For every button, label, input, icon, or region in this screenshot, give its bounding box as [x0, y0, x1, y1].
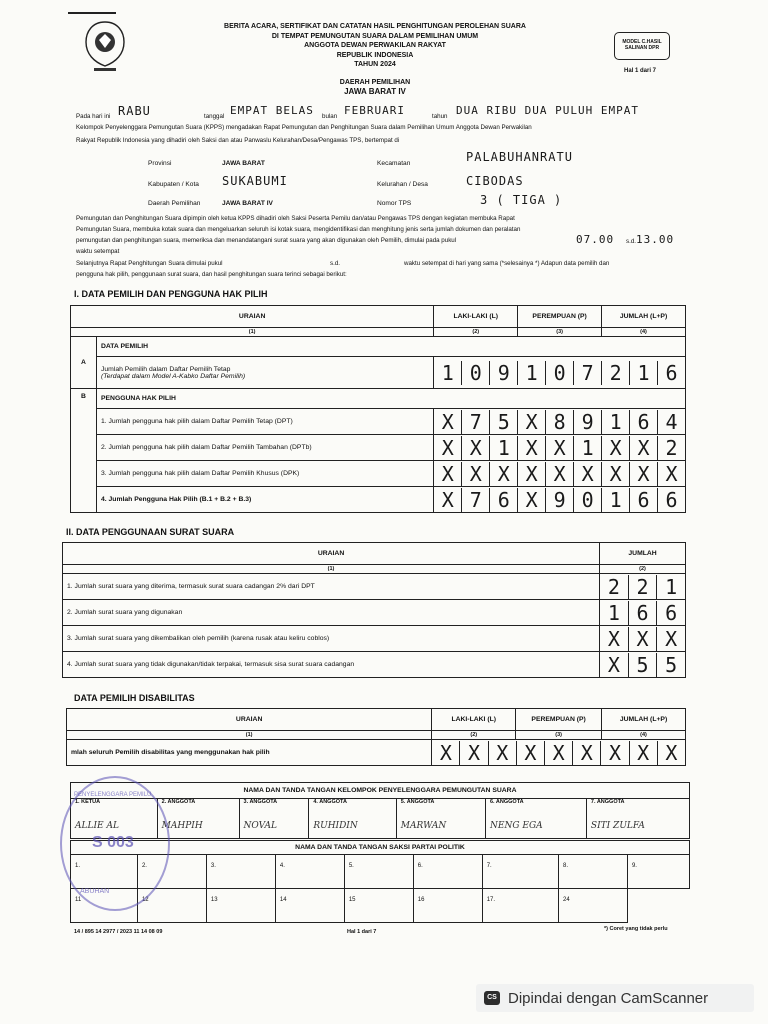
s1-a-digits: [434, 357, 686, 389]
provinsi-label: Provinsi: [148, 160, 172, 167]
pengguna-2-cell-3: 1: [489, 436, 517, 460]
surat-suara-3-cell-1: X: [607, 626, 620, 651]
surat-suara-1-cell-2: 2: [628, 575, 657, 599]
dapil-heading-value: JAWA BARAT IV: [344, 87, 406, 96]
model-box-line-1: MODEL C.HASIL: [622, 39, 662, 45]
s1-b-row-1-digits: [434, 409, 686, 435]
pengguna-2-cell-6: 1: [573, 436, 601, 460]
s1-a-row: [96, 357, 433, 389]
pengguna-1-cell-1: X: [441, 409, 454, 434]
pengguna-4-cell-2: 7: [461, 488, 489, 512]
saksi-slot-a-7: 7.: [482, 855, 558, 889]
s3-col-laki: LAKI-LAKI (L): [432, 709, 516, 731]
pemungutan-text-7: pengguna hak pilih, penggunaan surat suara, dan hasil penghitungan suara terinci sebagai berikut:: [76, 271, 347, 278]
header-line-4: REPUBLIK INDONESIA: [336, 51, 414, 59]
s2-row-1-label: 1. Jumlah surat suara yang diterima, termasuk surat suara cadangan 2% dari DPT: [63, 574, 600, 600]
stamp-bottom-text: ABUHAN: [80, 888, 110, 895]
kpps-role: 3. ANGGOTA: [243, 799, 278, 805]
document-header: [150, 22, 600, 97]
s1-num-1: (1): [71, 328, 434, 337]
pemungutan-text-1: Pemungutan dan Penghitungan Suara dipimpin oleh ketua KPPS dihadiri oleh Saksi Peserta Pemilu dan/atau Pengawas TPS dengan kegiatan membuka Rapat: [76, 215, 515, 222]
intro-text-1: Kelompok Penyelenggara Pemungutan Suara (KPPS) mengadakan Rapat Pemungutan dan Penghitungan Suara dalam Pemilihan Umum Anggota Dewan Perwakilan: [76, 124, 532, 131]
section-1-table: [70, 305, 686, 513]
pemungutan-text-4: waktu setempat: [76, 248, 120, 255]
disabilitas-cell-7: X: [600, 741, 628, 765]
pengguna-4-cell-3: 6: [489, 488, 517, 512]
saksi-slot-a-6: 6.: [413, 855, 482, 889]
s1-b-row-3-label: 3. Jumlah pengguna hak pilih dalam Daftar Pemilih Khusus (DPK): [96, 461, 433, 487]
kpps-role: 4. ANGGOTA: [313, 799, 347, 805]
camscanner-icon: CS: [484, 991, 500, 1005]
s1-b-row-4-digits: [434, 487, 686, 513]
pengguna-1-cell-3: 5: [489, 410, 517, 434]
pengguna-1-cell-4: X: [517, 410, 545, 434]
footer-page: Hal 1 dari 7: [347, 929, 377, 935]
saksi-slot-a-8: 8.: [558, 855, 627, 889]
surat-suara-3-cell-3: X: [656, 627, 685, 651]
kpps-name: SITI ZULFA: [590, 821, 645, 831]
dpt-total-cell-4: 1: [517, 361, 545, 385]
pengguna-2-cell-5: X: [545, 436, 573, 460]
s2-row-2-label: 2. Jumlah surat suara yang digunakan: [63, 600, 600, 626]
kpps-role: 1. KETUA: [75, 799, 101, 805]
official-stamp: [60, 776, 170, 911]
pengguna-1-cell-8: 6: [629, 410, 657, 434]
disabilitas-cell-3: X: [488, 741, 516, 765]
pemungutan-text-2: Pemungutan Suara, membuka kotak suara dan mengeluarkan seluruh isi kotak suara, mengidentifikasi dan menghitung jenis serta jumlah dokumen dan peralatan: [76, 226, 521, 233]
disabilitas-cell-9: X: [657, 741, 685, 765]
surat-suara-1-cell-1: 2: [607, 574, 620, 599]
pengguna-4-cell-8: 6: [629, 488, 657, 512]
tps-label: Nomor TPS: [377, 200, 412, 207]
s2-col-jumlah: JUMLAH: [600, 543, 686, 565]
pengguna-1-cell-2: 7: [461, 410, 489, 434]
s3-col-uraian: URAIAN: [67, 709, 432, 731]
pengguna-4-cell-1: X: [441, 487, 454, 512]
model-box-line-2: SALINAN DPR: [624, 45, 660, 51]
saksi-slot-b-4: 14: [275, 889, 344, 923]
s1-b-row-3-digits: [434, 461, 686, 487]
s1-b-row-4-label: 4. Jumlah Pengguna Hak Pilih (B.1 + B.2 + B.3): [96, 487, 433, 513]
hari-value: RABU: [118, 104, 151, 118]
dapil-heading: DAERAH PEMILIHAN: [339, 78, 411, 86]
provinsi-value: JAWA BARAT: [222, 160, 265, 167]
disabilitas-cell-5: X: [544, 741, 572, 765]
kpps-name: MAHPIH: [161, 821, 203, 831]
surat-suara-2-cell-3: 6: [656, 601, 685, 625]
disabilitas-cell-1: X: [439, 740, 452, 765]
s1-col-perempuan: PEREMPUAN (P): [518, 306, 602, 328]
section-3-table: [66, 708, 686, 766]
s1-num-4: (4): [602, 328, 686, 337]
tanggal-value: EMPAT BELAS: [230, 104, 314, 117]
saksi-slot-b-5: 15: [344, 889, 413, 923]
kpps-member-7: [586, 799, 689, 839]
pengguna-4-cell-7: 1: [601, 488, 629, 512]
header-line-5: TAHUN 2024: [354, 61, 396, 68]
pengguna-4-cell-6: 0: [573, 488, 601, 512]
pengguna-1-cell-6: 9: [573, 410, 601, 434]
pemungutan-text-3: pemungutan dan penghitungan suara, memeriksa dan menandatangani surat suara yang akan digunakan oleh Pemilih, dimulai pada pukul: [76, 237, 457, 244]
surat-suara-4-cell-2: 5: [628, 653, 657, 677]
section-3-title: DATA PEMILIH DISABILITAS: [74, 693, 195, 703]
dapil-label: Daerah Pemilihan: [148, 200, 201, 207]
s2-col-uraian: URAIAN: [63, 543, 600, 565]
tps-value: 3 ( TIGA ): [480, 193, 563, 207]
surat-suara-1-cell-3: 1: [656, 575, 685, 599]
s1-b-letter: B: [71, 389, 97, 513]
bulan-value: FEBRUARI: [344, 104, 405, 117]
s1-b-row-2-label: 2. Jumlah pengguna hak pilih dalam Daftar Pemilih Tambahan (DPTb): [96, 435, 433, 461]
saksi-slot-b-1: 11: [71, 889, 138, 923]
dpt-total-cell-1: 1: [441, 360, 454, 385]
header-line-2: DI TEMPAT PEMUNGUTAN SUARA DALAM PEMILIHAN UMUM: [271, 32, 479, 40]
disabilitas-cell-2: X: [459, 741, 487, 765]
pengguna-3-cell-5: X: [545, 462, 573, 486]
s3-col-jumlah: JUMLAH (L+P): [602, 709, 686, 731]
s1-b-row-2-digits: [434, 435, 686, 461]
s1-b-row-1-label: 1. Jumlah pengguna hak pilih dalam Daftar Pemilih Tetap (DPT): [96, 409, 433, 435]
section-1-title: I. DATA PEMILIH DAN PENGGUNA HAK PILIH: [74, 289, 268, 299]
pengguna-3-cell-4: X: [517, 462, 545, 486]
s3-row-digits: [432, 740, 686, 766]
page-number-top: Hal 1 dari 7: [624, 68, 657, 74]
surat-suara-4-cell-1: X: [607, 652, 620, 677]
stamp-number: S 003: [92, 834, 134, 851]
pemungutan-sd: s.d.: [330, 260, 340, 267]
dapil-value: JAWA BARAT IV: [222, 200, 273, 207]
s2-num-2: (2): [600, 565, 686, 574]
pengguna-2-cell-4: X: [517, 436, 545, 460]
kabupaten-label: Kabupaten / Kota: [148, 181, 199, 188]
pengguna-3-cell-8: X: [629, 462, 657, 486]
dpt-total-cell-8: 1: [629, 361, 657, 385]
dpt-total-cell-6: 7: [573, 361, 601, 385]
s3-num-4: (4): [602, 731, 686, 740]
kpps-role: 7. ANGGOTA: [590, 799, 625, 805]
saksi-title: NAMA DAN TANDA TANGAN SAKSI PARTAI POLITIK: [71, 841, 690, 855]
kpps-role: 6. ANGGOTA: [490, 799, 524, 805]
s1-col-uraian: URAIAN: [71, 306, 434, 328]
pengguna-1-cell-5: 8: [545, 410, 573, 434]
saksi-slot-b-3: 13: [206, 889, 275, 923]
pemungutan-text-5: Selanjutnya Rapat Penghitungan Suara dimulai pukul: [76, 260, 223, 267]
s2-num-1: (1): [63, 565, 600, 574]
surat-suara-3-cell-2: X: [628, 627, 657, 651]
kpps-member-3: [239, 799, 309, 839]
saksi-slot-b-2: 12: [137, 889, 206, 923]
kecamatan-label: Kecamatan: [377, 160, 411, 167]
saksi-slot-b-6: 16: [413, 889, 482, 923]
dpt-total-cell-9: 6: [657, 361, 685, 385]
pengguna-3-cell-3: X: [489, 462, 517, 486]
pengguna-3-cell-2: X: [461, 462, 489, 486]
pengguna-4-cell-9: 6: [657, 488, 685, 512]
disabilitas-cell-8: X: [629, 741, 657, 765]
pengguna-2-cell-9: 2: [657, 436, 685, 460]
intro-text-2: Rakyat Republik Indonesia yang dihadiri oleh Saksi dan atau Panwaslu Kelurahan/Desa/Pengawas TPS, bertempat di: [76, 137, 400, 144]
hari-label: Pada hari ini: [76, 113, 111, 120]
saksi-slot-a-4: 4.: [275, 855, 344, 889]
saksi-slot-b-8: 24: [558, 889, 627, 923]
footer-code: 14 / 895 14 2977 / 2023 11 14 08 09: [74, 929, 163, 935]
time-start: 07.00: [576, 233, 615, 246]
saksi-slot-a-3: 3.: [206, 855, 275, 889]
tahun-label: tahun: [432, 113, 448, 120]
surat-suara-4-cell-3: 5: [656, 653, 685, 677]
kecamatan-value: PALABUHANRATU: [466, 150, 573, 164]
pengguna-1-cell-9: 4: [657, 410, 685, 434]
kelurahan-label: Kelurahan / Desa: [377, 181, 428, 188]
kpps-member-4: [309, 799, 396, 839]
bulan-label: bulan: [322, 113, 338, 120]
kpps-role: 5. ANGGOTA: [400, 799, 435, 805]
time-sd: s.d.: [626, 238, 636, 245]
pengguna-2-cell-8: X: [629, 436, 657, 460]
s2-row-4-digits: [600, 652, 686, 678]
pengguna-3-cell-9: X: [657, 462, 685, 486]
s2-row-3-digits: [600, 626, 686, 652]
pengguna-1-cell-7: 1: [601, 410, 629, 434]
footer-note: *) Coret yang tidak perlu: [604, 926, 668, 932]
pengguna-4-cell-5: 9: [545, 488, 573, 512]
disabilitas-cell-6: X: [572, 741, 600, 765]
s2-row-1-digits: [600, 574, 686, 600]
s2-row-4-label: 4. Jumlah surat suara yang tidak digunakan/tidak terpakai, termasuk sisa surat suara cadangan: [63, 652, 600, 678]
s1-a-row-label: Jumlah Pemilih dalam Daftar Pemilih Tetap: [100, 365, 231, 373]
s1-num-2: (2): [434, 328, 518, 337]
kpps-name: RUHIDIN: [313, 821, 358, 831]
pengguna-3-cell-6: X: [573, 462, 601, 486]
saksi-slot-a-2: 2.: [137, 855, 206, 889]
surat-suara-2-cell-2: 6: [628, 601, 657, 625]
s3-num-3: (3): [516, 731, 602, 740]
time-end: 13.00: [636, 233, 675, 246]
section-2-table: [62, 542, 686, 678]
kpps-title: NAMA DAN TANDA TANGAN KELOMPOK PENYELENGGARA PEMUNGUTAN SUARA: [71, 783, 690, 799]
s1-num-3: (3): [518, 328, 602, 337]
saksi-slot-a-5: 5.: [344, 855, 413, 889]
stamp-top-text: PENYELENGGARA PEMILU: [74, 792, 152, 798]
s1-col-jumlah: JUMLAH (L+P): [602, 306, 686, 328]
kpps-role: 2. ANGGOTA: [161, 799, 196, 805]
tanggal-label: tanggal: [204, 113, 225, 120]
s1-a-letter: A: [71, 337, 97, 389]
kabupaten-value: SUKABUMI: [222, 174, 288, 188]
model-box: [614, 32, 670, 60]
header-line-1: BERITA ACARA, SERTIFIKAT DAN CATATAN HASIL PENGHITUNGAN PEROLEHAN SUARA: [224, 23, 526, 30]
tahun-value: DUA RIBU DUA PULUH EMPAT: [456, 104, 639, 117]
s1-b-title: PENGGUNA HAK PILIH: [96, 389, 685, 409]
disabilitas-cell-4: X: [516, 741, 544, 765]
kpu-logo: [82, 18, 128, 74]
saksi-slot-a-9: 9.: [627, 855, 689, 889]
kpps-name: ALLIE AL: [75, 821, 119, 831]
dpt-total-cell-3: 9: [489, 361, 517, 385]
pemungutan-text-6: waktu setempat di hari yang sama (*selesainya *) Adapun data pemilih dan: [404, 260, 610, 267]
pengguna-4-cell-4: X: [517, 488, 545, 512]
dpt-total-cell-2: 0: [461, 361, 489, 385]
s3-num-2: (2): [432, 731, 516, 740]
pengguna-3-cell-7: X: [601, 462, 629, 486]
saksi-slot-a-1: 1.: [71, 855, 138, 889]
section-2-title: II. DATA PENGGUNAAN SURAT SUARA: [66, 527, 235, 537]
kpps-name: MARWAN: [400, 821, 447, 831]
surat-suara-2-cell-1: 1: [607, 600, 620, 625]
header-line-3: ANGGOTA DEWAN PERWAKILAN RAKYAT: [304, 42, 446, 49]
s3-num-1: (1): [67, 731, 432, 740]
kpps-name: NENG EGA: [490, 821, 543, 831]
pengguna-2-cell-7: X: [601, 436, 629, 460]
s2-row-3-label: 3. Jumlah surat suara yang dikembalikan oleh pemilih (karena rusak atau keliru coblos): [63, 626, 600, 652]
kpps-member-6: [486, 799, 587, 839]
s3-col-perempuan: PEREMPUAN (P): [516, 709, 602, 731]
s1-a-title: DATA PEMILIH: [96, 337, 685, 357]
camscanner-label: Dipindai dengan CamScanner: [508, 989, 709, 1007]
pengguna-3-cell-1: X: [441, 461, 454, 486]
saksi-slot-b-7: 17.: [482, 889, 558, 923]
dpt-total-cell-5: 0: [545, 361, 573, 385]
camscanner-badge: [476, 984, 754, 1012]
s1-col-laki: LAKI-LAKI (L): [434, 306, 518, 328]
kelurahan-value: CIBODAS: [466, 174, 524, 188]
kpps-name: NOVAL: [243, 821, 278, 831]
pengguna-2-cell-2: X: [461, 436, 489, 460]
kpps-member-5: [396, 799, 485, 839]
pengguna-2-cell-1: X: [441, 435, 454, 460]
s1-a-row-sub: (Terdapat dalam Model A-Kabko Daftar Pemilih): [100, 372, 246, 380]
kpps-member-2: [157, 799, 239, 839]
dpt-total-cell-7: 2: [601, 361, 629, 385]
s3-row-label: mlah seluruh Pemilih disabilitas yang menggunakan hak pilih: [67, 740, 432, 766]
scan-mark: [68, 12, 116, 14]
s2-row-2-digits: [600, 600, 686, 626]
